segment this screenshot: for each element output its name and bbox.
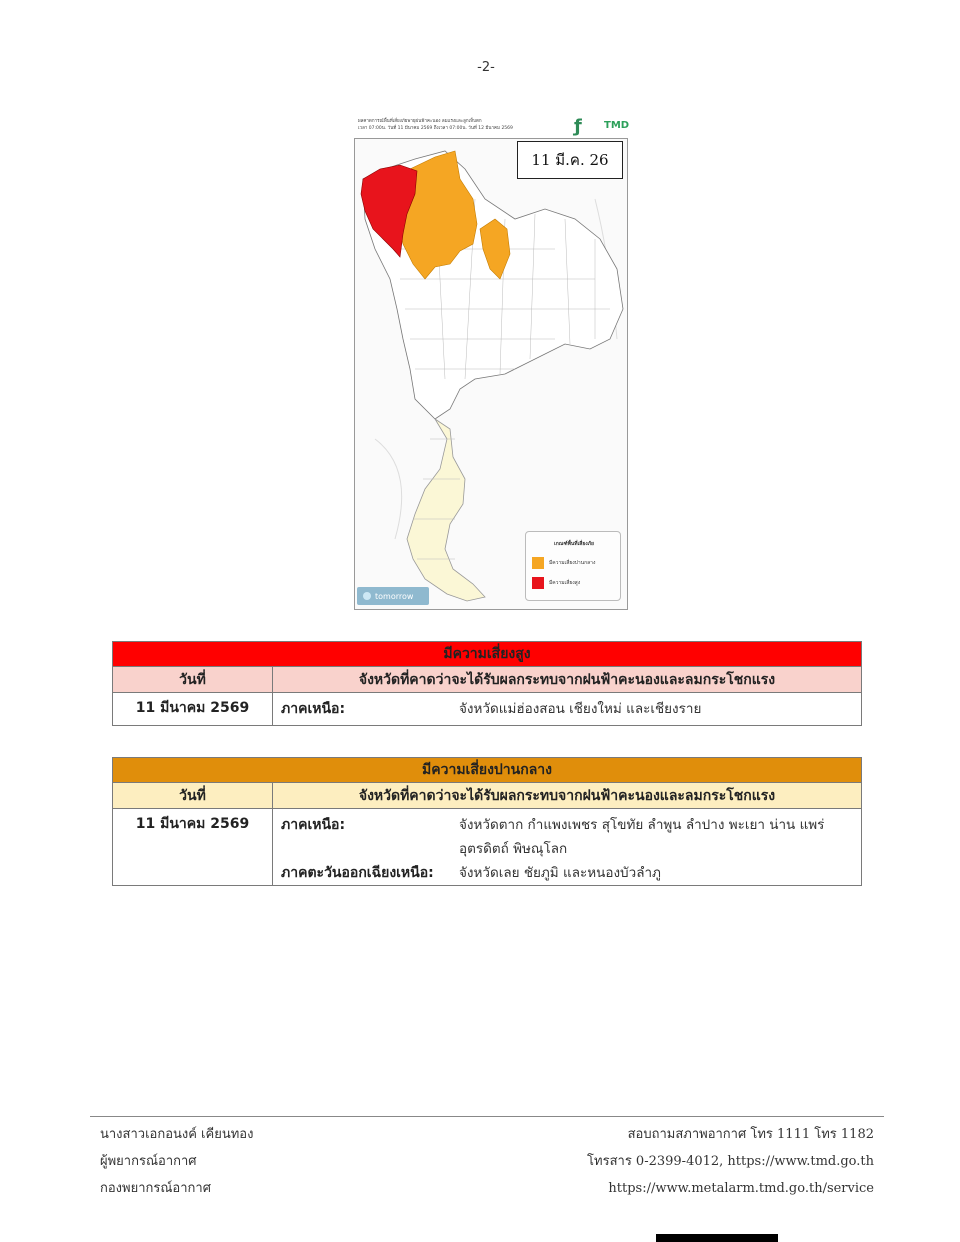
bottom-bar bbox=[656, 1234, 778, 1242]
high-risk-date: 11 มีนาคม 2569 bbox=[113, 693, 273, 726]
legend-row-moderate bbox=[532, 556, 595, 570]
legend-title: เกณฑ์พื้นที่เสี่ยงภัย bbox=[554, 541, 594, 547]
legend-label-high: มีความเสี่ยงสูง bbox=[549, 580, 581, 586]
moderate-risk-provinces-north-line2: อุตรดิตถ์ พิษณุโลก bbox=[459, 841, 568, 857]
risk-map-figure bbox=[354, 112, 628, 610]
high-risk-col-provinces: จังหวัดที่คาดว่าจะได้รับผลกระทบจากฝนฟ้าคะนองและลมกระโชกแรง bbox=[273, 667, 862, 693]
high-risk-provinces-north: จังหวัดแม่ฮ่องสอน เชียงใหม่ และเชียงราย bbox=[459, 701, 702, 717]
tomorrow-badge-label: tomorrow bbox=[375, 591, 414, 601]
map-frame bbox=[354, 138, 628, 610]
footer-divider bbox=[90, 1116, 884, 1117]
moderate-risk-col-date: วันที่ bbox=[113, 783, 273, 809]
moderate-risk-table bbox=[112, 757, 862, 886]
footer-service-url[interactable]: https://www.metalarm.tmd.go.th/service bbox=[608, 1181, 874, 1196]
tomorrow-badge bbox=[357, 587, 429, 605]
high-risk-title: มีความเสี่ยงสูง bbox=[113, 642, 862, 667]
map-header-line2: เวลา 07:00น. วันที่ 11 มีนาคม 2569 ถึงเวลา 07:00น. วันที่ 12 มีนาคม 2569 bbox=[358, 126, 513, 131]
page-number: -2- bbox=[477, 60, 495, 75]
moderate-risk-provinces-north bbox=[459, 813, 853, 861]
map-date-label: 11 มี.ค. 26 bbox=[517, 141, 623, 179]
high-risk-region-north: ภาคเหนือ: bbox=[281, 701, 346, 717]
moderate-risk-provinces-northeast: จังหวัดเลย ชัยภูมิ และหนองบัวลำภู bbox=[459, 865, 661, 881]
footer-name: นางสาวเอกอนงค์ เคียนทอง bbox=[100, 1127, 254, 1142]
tmd-logo: TMD bbox=[604, 120, 630, 131]
moderate-risk-title: มีความเสี่ยงปานกลาง bbox=[113, 758, 862, 783]
moderate-risk-rows bbox=[273, 809, 862, 886]
agency-logo-icon: ƒ bbox=[574, 116, 582, 137]
map-header-line1: ผลคาดการณ์พื้นที่เสี่ยงภัยพายุฝนฟ้าคะนอง ลมแรงและลูกเห็บตก bbox=[358, 119, 482, 124]
land-south bbox=[407, 419, 485, 601]
footer-position: ผู้พยากรณ์อากาศ bbox=[100, 1154, 197, 1169]
legend-label-moderate: มีความเสี่ยงปานกลาง bbox=[549, 560, 596, 566]
footer-hotline: สอบถามสภาพอากาศ โทร 1111 โทร 1182 bbox=[627, 1127, 874, 1142]
legend-swatch-moderate bbox=[532, 557, 544, 569]
map-legend bbox=[525, 531, 621, 601]
legend-row-high bbox=[532, 576, 580, 590]
high-risk-row bbox=[273, 693, 862, 726]
moderate-risk-provinces-north-line1: จังหวัดตาก กำแพงเพชร สุโขทัย ลำพูน ลำปาง พะเยา น่าน แพร่ bbox=[459, 817, 825, 833]
footer-division: กองพยากรณ์อากาศ bbox=[100, 1181, 211, 1196]
footer-fax-web: โทรสาร 0-2399-4012, https://www.tmd.go.th bbox=[587, 1154, 874, 1169]
moderate-risk-date: 11 มีนาคม 2569 bbox=[113, 809, 273, 886]
footer-contact bbox=[587, 1121, 874, 1202]
high-risk-table bbox=[112, 641, 862, 726]
moderate-risk-region-north: ภาคเหนือ: bbox=[281, 817, 346, 833]
high-risk-col-date: วันที่ bbox=[113, 667, 273, 693]
footer-signature bbox=[100, 1121, 253, 1202]
map-header-text bbox=[358, 118, 568, 132]
moderate-risk-region-northeast: ภาคตะวันออกเฉียงเหนือ: bbox=[281, 865, 434, 881]
legend-swatch-high bbox=[532, 577, 544, 589]
tomorrow-logo-icon bbox=[363, 592, 371, 600]
moderate-risk-col-provinces: จังหวัดที่คาดว่าจะได้รับผลกระทบจากฝนฟ้าคะนองและลมกระโชกแรง bbox=[273, 783, 862, 809]
